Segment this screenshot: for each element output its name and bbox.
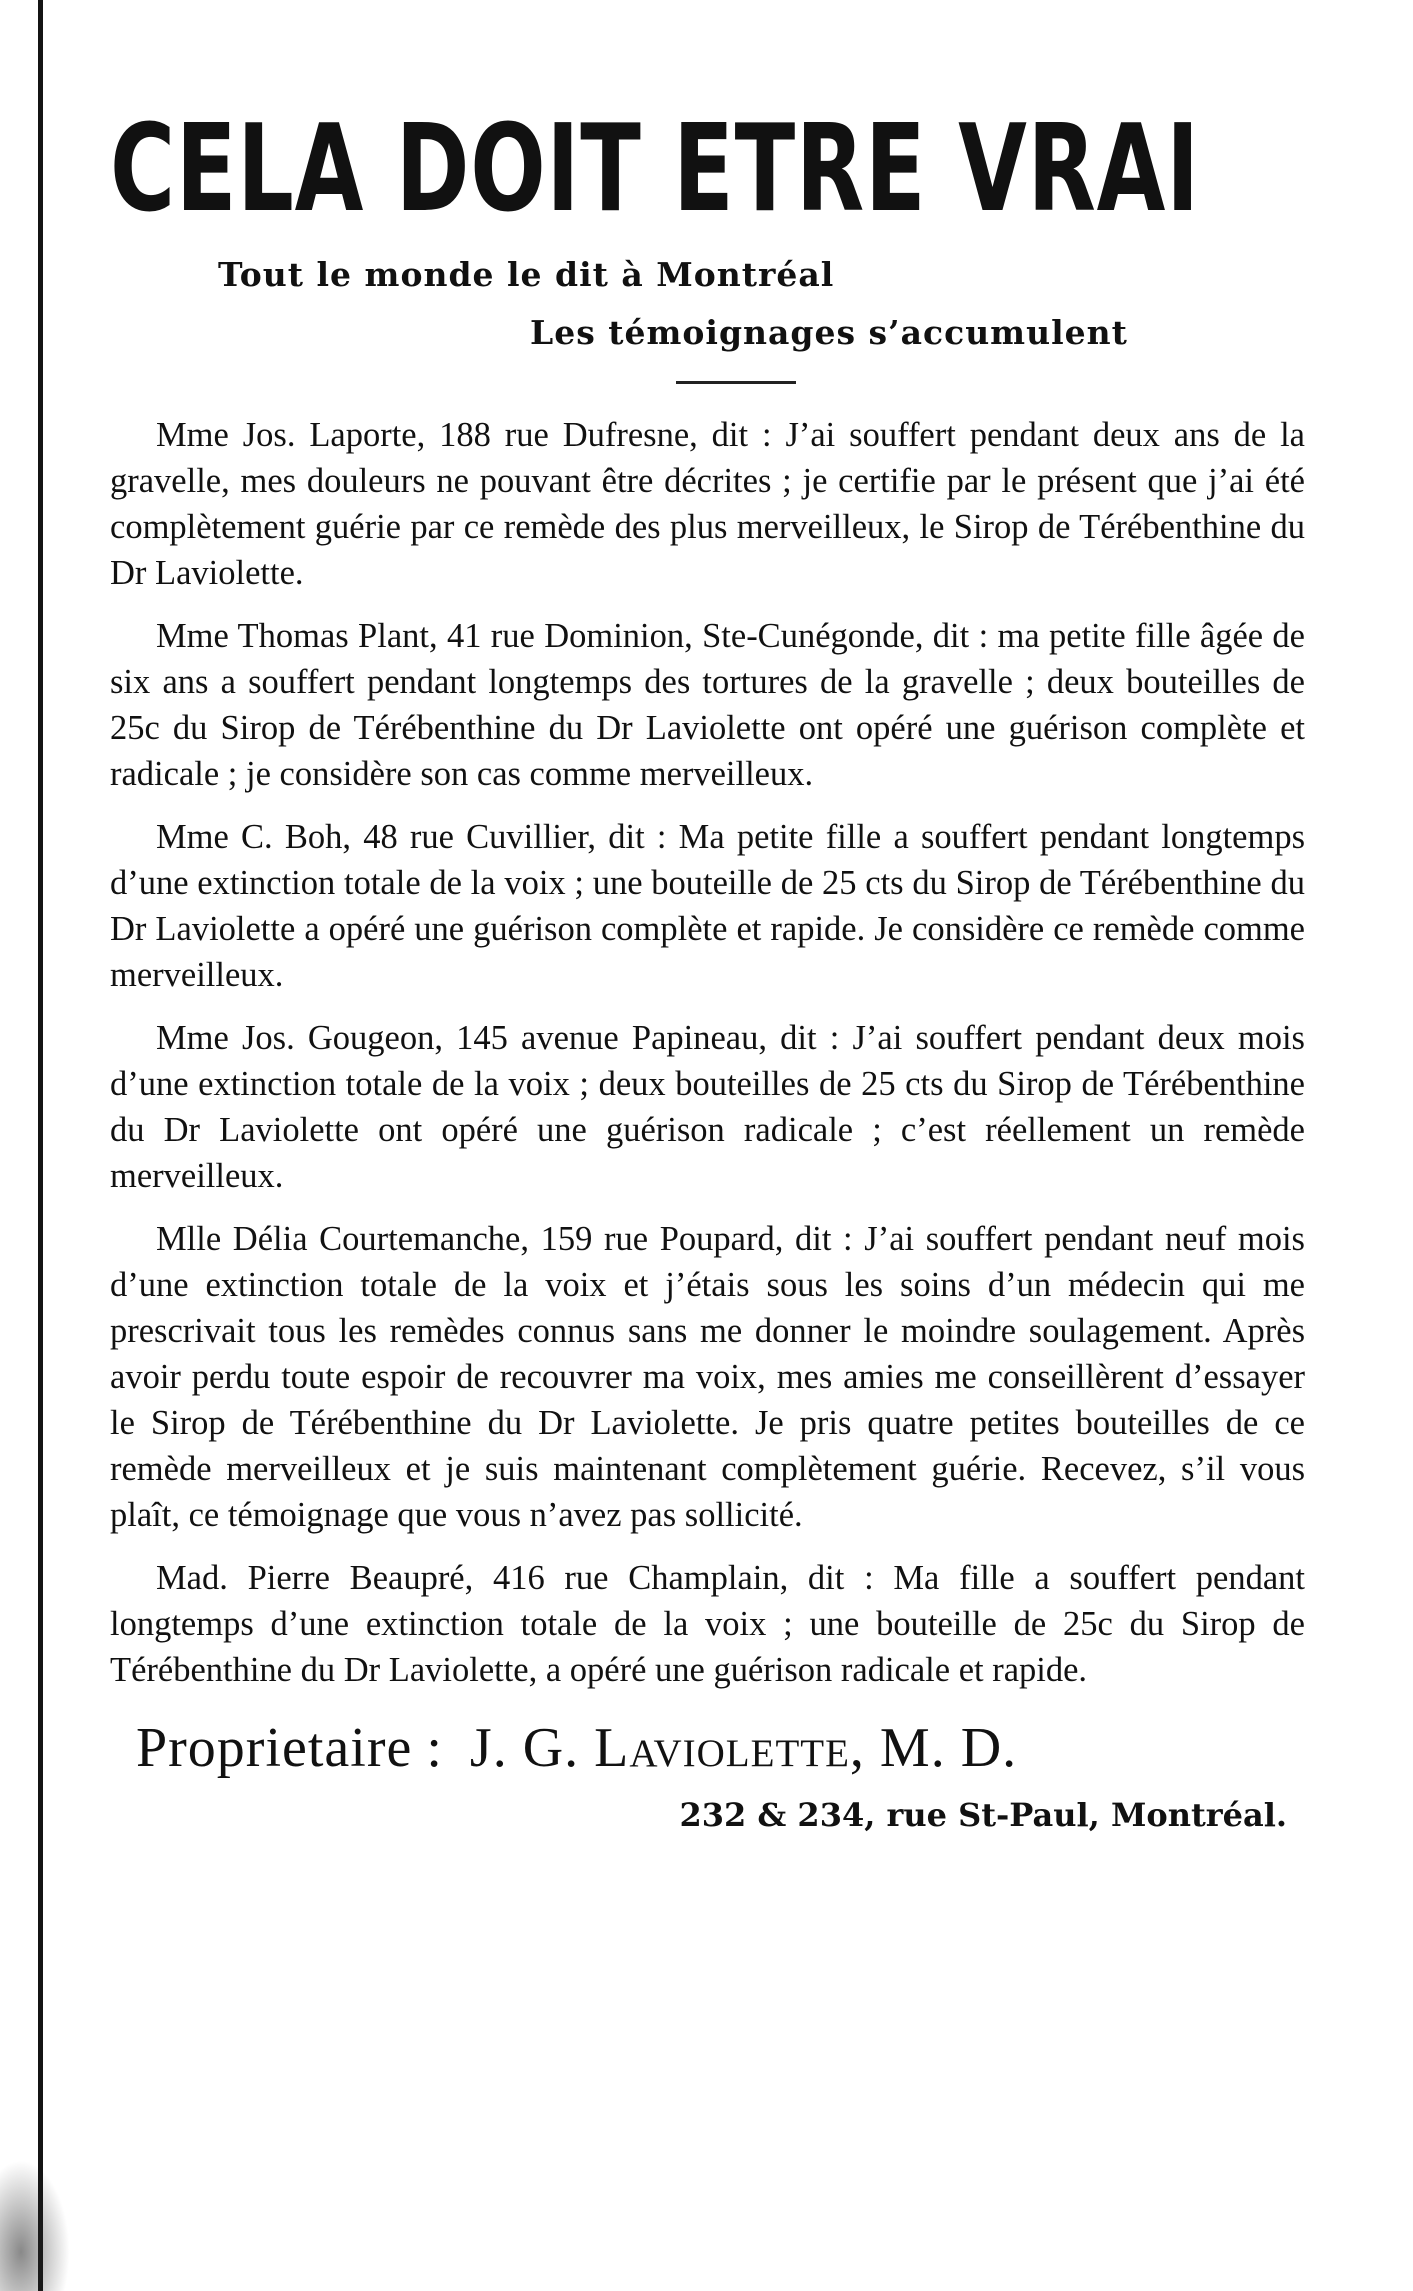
proprietor-address: 232 & 234, rue St-Paul, Montréal.	[679, 1796, 1287, 1834]
testimonial-plant: Mme Thomas Plant, 41 rue Dominion, Ste-Cunégonde, dit : ma petite fille âgée de six ans a souffert pendant longtemps des tortures de la gravelle ; deux bouteilles de 25c du Sirop de Térébenthine du Dr Laviolette ont opéré une guérison complète et radicale ; je considère son cas comme merveilleux.	[110, 617, 1305, 793]
advertisement-page	[110, 100, 1305, 1835]
testimonial-laporte: Mme Jos. Laporte, 188 rue Dufresne, dit : J’ai souffert pendant deux ans de la gravelle, mes douleurs ne pouvant être décrites ; je certifie par le présent que j’ai été complètement guérie par ce remède des plus merveilleux, le Sirop de Térébenthine du Dr Laviolette.	[110, 416, 1305, 592]
proprietor-signature	[110, 1713, 1305, 1783]
proprietor-name: J. G. Laviolette, M. D.	[469, 1717, 1018, 1779]
subheadline-temoignages: Les témoignages s’accumulent	[530, 313, 1128, 352]
subheadline-montreal: Tout le monde le dit à Montréal	[218, 255, 835, 294]
testimonial-boh: Mme C. Boh, 48 rue Cuvillier, dit : Ma petite fille a souffert pendant longtemps d’une extinction totale de la voix ; une bouteille de 25 cts du Sirop de Térébenthine du Dr Laviolette a opéré une guérison complète et rapide. Je considère ce remède comme merveilleux.	[110, 818, 1305, 994]
testimonials-list	[110, 412, 1305, 1693]
testimonial-gougeon: Mme Jos. Gougeon, 145 avenue Papineau, dit : J’ai souffert pendant deux mois d’une extinction totale de la voix ; deux bouteilles de 25 cts du Sirop de Térébenthine du Dr Laviolette ont opéré une guérison radicale ; c’est réellement un remède merveilleux.	[110, 1019, 1305, 1195]
page-border-rule	[38, 0, 43, 2291]
testimonial-courtemanche: Mlle Délia Courtemanche, 159 rue Poupard, dit : J’ai souffert pendant neuf mois d’une extinction totale de la voix et j’étais sous les soins d’un médecin qui me prescrivait tous les remèdes connus sans me donner le moindre soulagement. Après avoir perdu toute espoir de recouvrer ma voix, mes amies me conseillèrent d’essayer le Sirop de Térébenthine du Dr Laviolette. Je pris quatre petites bouteilles de ce remède merveilleux et je suis maintenant complètement guérie. Recevez, s’il vous plaît, ce témoignage que vous n’avez pas sollicité.	[110, 1220, 1305, 1534]
proprietor-label: Proprietaire	[136, 1717, 413, 1779]
headline: CELA DOIT ETRE VRAI	[110, 100, 1200, 239]
scan-smudge	[0, 2160, 70, 2291]
proprietor-colon: :	[426, 1717, 442, 1779]
section-divider	[676, 381, 796, 384]
testimonial-beaupre: Mad. Pierre Beaupré, 416 rue Champlain, dit : Ma fille a souffert pendant longtemps d’une extinction totale de la voix ; une bouteille de 25c du Sirop de Térébenthine du Dr Laviolette, a opéré une guérison radicale et rapide.	[110, 1559, 1305, 1689]
